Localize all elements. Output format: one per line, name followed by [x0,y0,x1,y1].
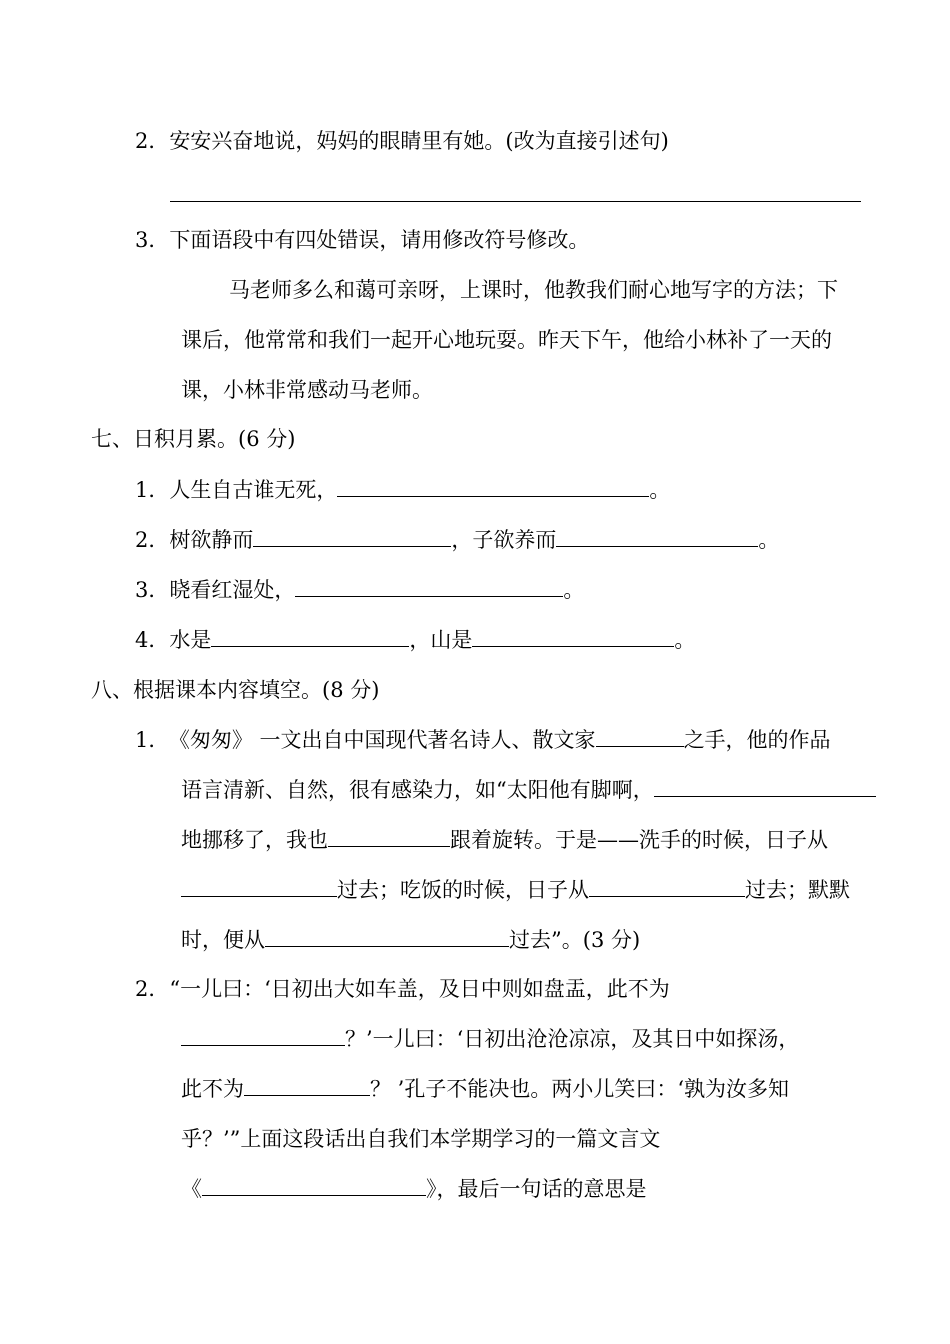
s7-q2-text-a: 树欲静而 [169,528,254,552]
s8-q1-line-1 [135,726,831,754]
s7-q1-text-b: 。 [649,478,671,502]
s7-q4-line [135,626,695,654]
s8-title: 八、根据课本内容填空。 [91,678,322,702]
s7-q2-num: 2． [135,528,170,552]
s7-q4-text-c: 。 [674,628,696,652]
s8-q1-blank-2[interactable] [654,776,876,797]
s8-q1-blank-4[interactable] [181,876,337,897]
s8-q1-l5b: 过去”。 [509,928,583,952]
s8-q1-line-3 [181,826,828,854]
s7-q4-blank-1[interactable] [211,626,409,647]
s8-score: (8 分) [322,678,380,702]
s7-q2-text-b: ，子欲养而 [451,528,557,552]
s8-q2-line-2 [181,1025,799,1053]
s8-q2-line-5 [181,1175,647,1203]
s8-q2-l5b: 》，最后一句话的意思是 [426,1177,647,1201]
s7-q1-text-a: 人生自古谁无死， [169,478,338,502]
s7-q1-line [135,476,670,504]
s6-q2-line [135,127,669,155]
s7-q3-num: 3． [135,578,170,602]
s7-q3-blank[interactable] [295,576,563,597]
s7-q4-text-a: 水是 [169,628,212,652]
s8-q1-l4b: 过去；默默 [745,878,850,902]
s8-q2-l3a: 此不为 [181,1077,244,1101]
s7-q1-num: 1． [135,478,170,502]
s8-q2-l5a: 《 [181,1177,202,1201]
s8-q2-line-1 [135,975,670,1003]
s8-q2-blank-2[interactable] [244,1075,370,1096]
s7-score: (6 分) [238,427,296,451]
s8-q1-blank-5[interactable] [589,876,745,897]
s6-q2-answer-line[interactable] [170,201,861,202]
s8-q1-num: 1． [135,728,170,752]
s8-q2-blank-1[interactable] [181,1025,345,1046]
s8-q1-l4a: 过去；吃饭的时候，日子从 [337,878,589,902]
s6-q3-num: 3． [135,228,170,252]
s8-q1-l3a: 地挪移了，我也 [181,828,328,852]
s8-q2-line-3 [181,1075,789,1103]
s7-q3-line [135,576,584,604]
s8-q2-l2a: ？’一儿曰：‘日初出沧沧凉凉，及其日中如探汤， [345,1027,800,1051]
s6-q3-passage-3: 课，小林非常感动马老师。 [181,378,433,402]
s6-q2-text: 安安兴奋地说，妈妈的眼睛里有她。(改为直接引述句) [169,129,669,153]
s8-q1-blank-6[interactable] [265,926,509,947]
s8-q1-l1a: 《匆匆》 一文出自中国现代著名诗人、散文家 [179,728,596,752]
s7-q4-text-b: ，山是 [409,628,473,652]
s7-q2-blank-1[interactable] [253,526,451,547]
s6-q2-num: 2． [135,129,170,153]
s8-q1-l1b: 之手，他的作品 [683,728,831,752]
s7-q4-blank-2[interactable] [472,626,674,647]
s8-q2-num: 2． [135,977,170,1001]
s7-title: 七、日积月累。 [91,427,238,451]
s7-q4-num: 4． [135,628,170,652]
s8-q1-l3b: 跟着旋转。于是——洗手的时候，日子从 [450,828,828,852]
s6-q3-passage-1: 马老师多么和蔼可亲呀，上课时，他教我们耐心地写字的方法；下 [229,278,838,302]
s6-q3-line [135,226,589,254]
s8-q1-blank-author[interactable] [596,726,684,747]
s7-q2-text-c: 。 [758,528,780,552]
s8-q1-line-4 [181,876,850,904]
s8-q2-line-4 [181,1125,660,1153]
s7-q1-blank[interactable] [337,476,649,497]
s8-q2-l3b: ？ ’孔子不能决也。两小儿笑曰：‘孰为汝多知 [370,1077,790,1101]
s8-heading [91,676,379,704]
s8-q1-score: (3 分) [582,928,641,952]
s6-q3-text: 下面语段中有四处错误，请用修改符号修改。 [169,228,590,252]
s8-q1-line-5 [181,926,640,954]
s8-q1-l5a: 时，便从 [181,928,265,952]
s8-q2-l1: “一儿曰：‘日初出大如车盖，及日中则如盘盂，此不为 [169,977,670,1001]
s7-q2-line [135,526,779,554]
s7-q3-text-b: 。 [563,578,585,602]
s7-q2-blank-2[interactable] [556,526,758,547]
s8-q1-line-2 [181,776,876,804]
s7-heading [91,425,295,453]
s8-q1-l2a: 语言清新、自然，很有感染力，如“太阳他有脚啊， [181,778,654,802]
s8-q2-l4: 乎？’”上面这段话出自我们本学期学习的一篇文言文 [181,1127,661,1151]
s8-q1-blank-3[interactable] [328,826,450,847]
s7-q3-text-a: 晓看红湿处， [169,578,296,602]
s6-q3-passage-2: 课后，他常常和我们一起开心地玩耍。昨天下午，他给小林补了一天的 [181,328,832,352]
s8-q2-blank-title[interactable] [202,1175,426,1196]
